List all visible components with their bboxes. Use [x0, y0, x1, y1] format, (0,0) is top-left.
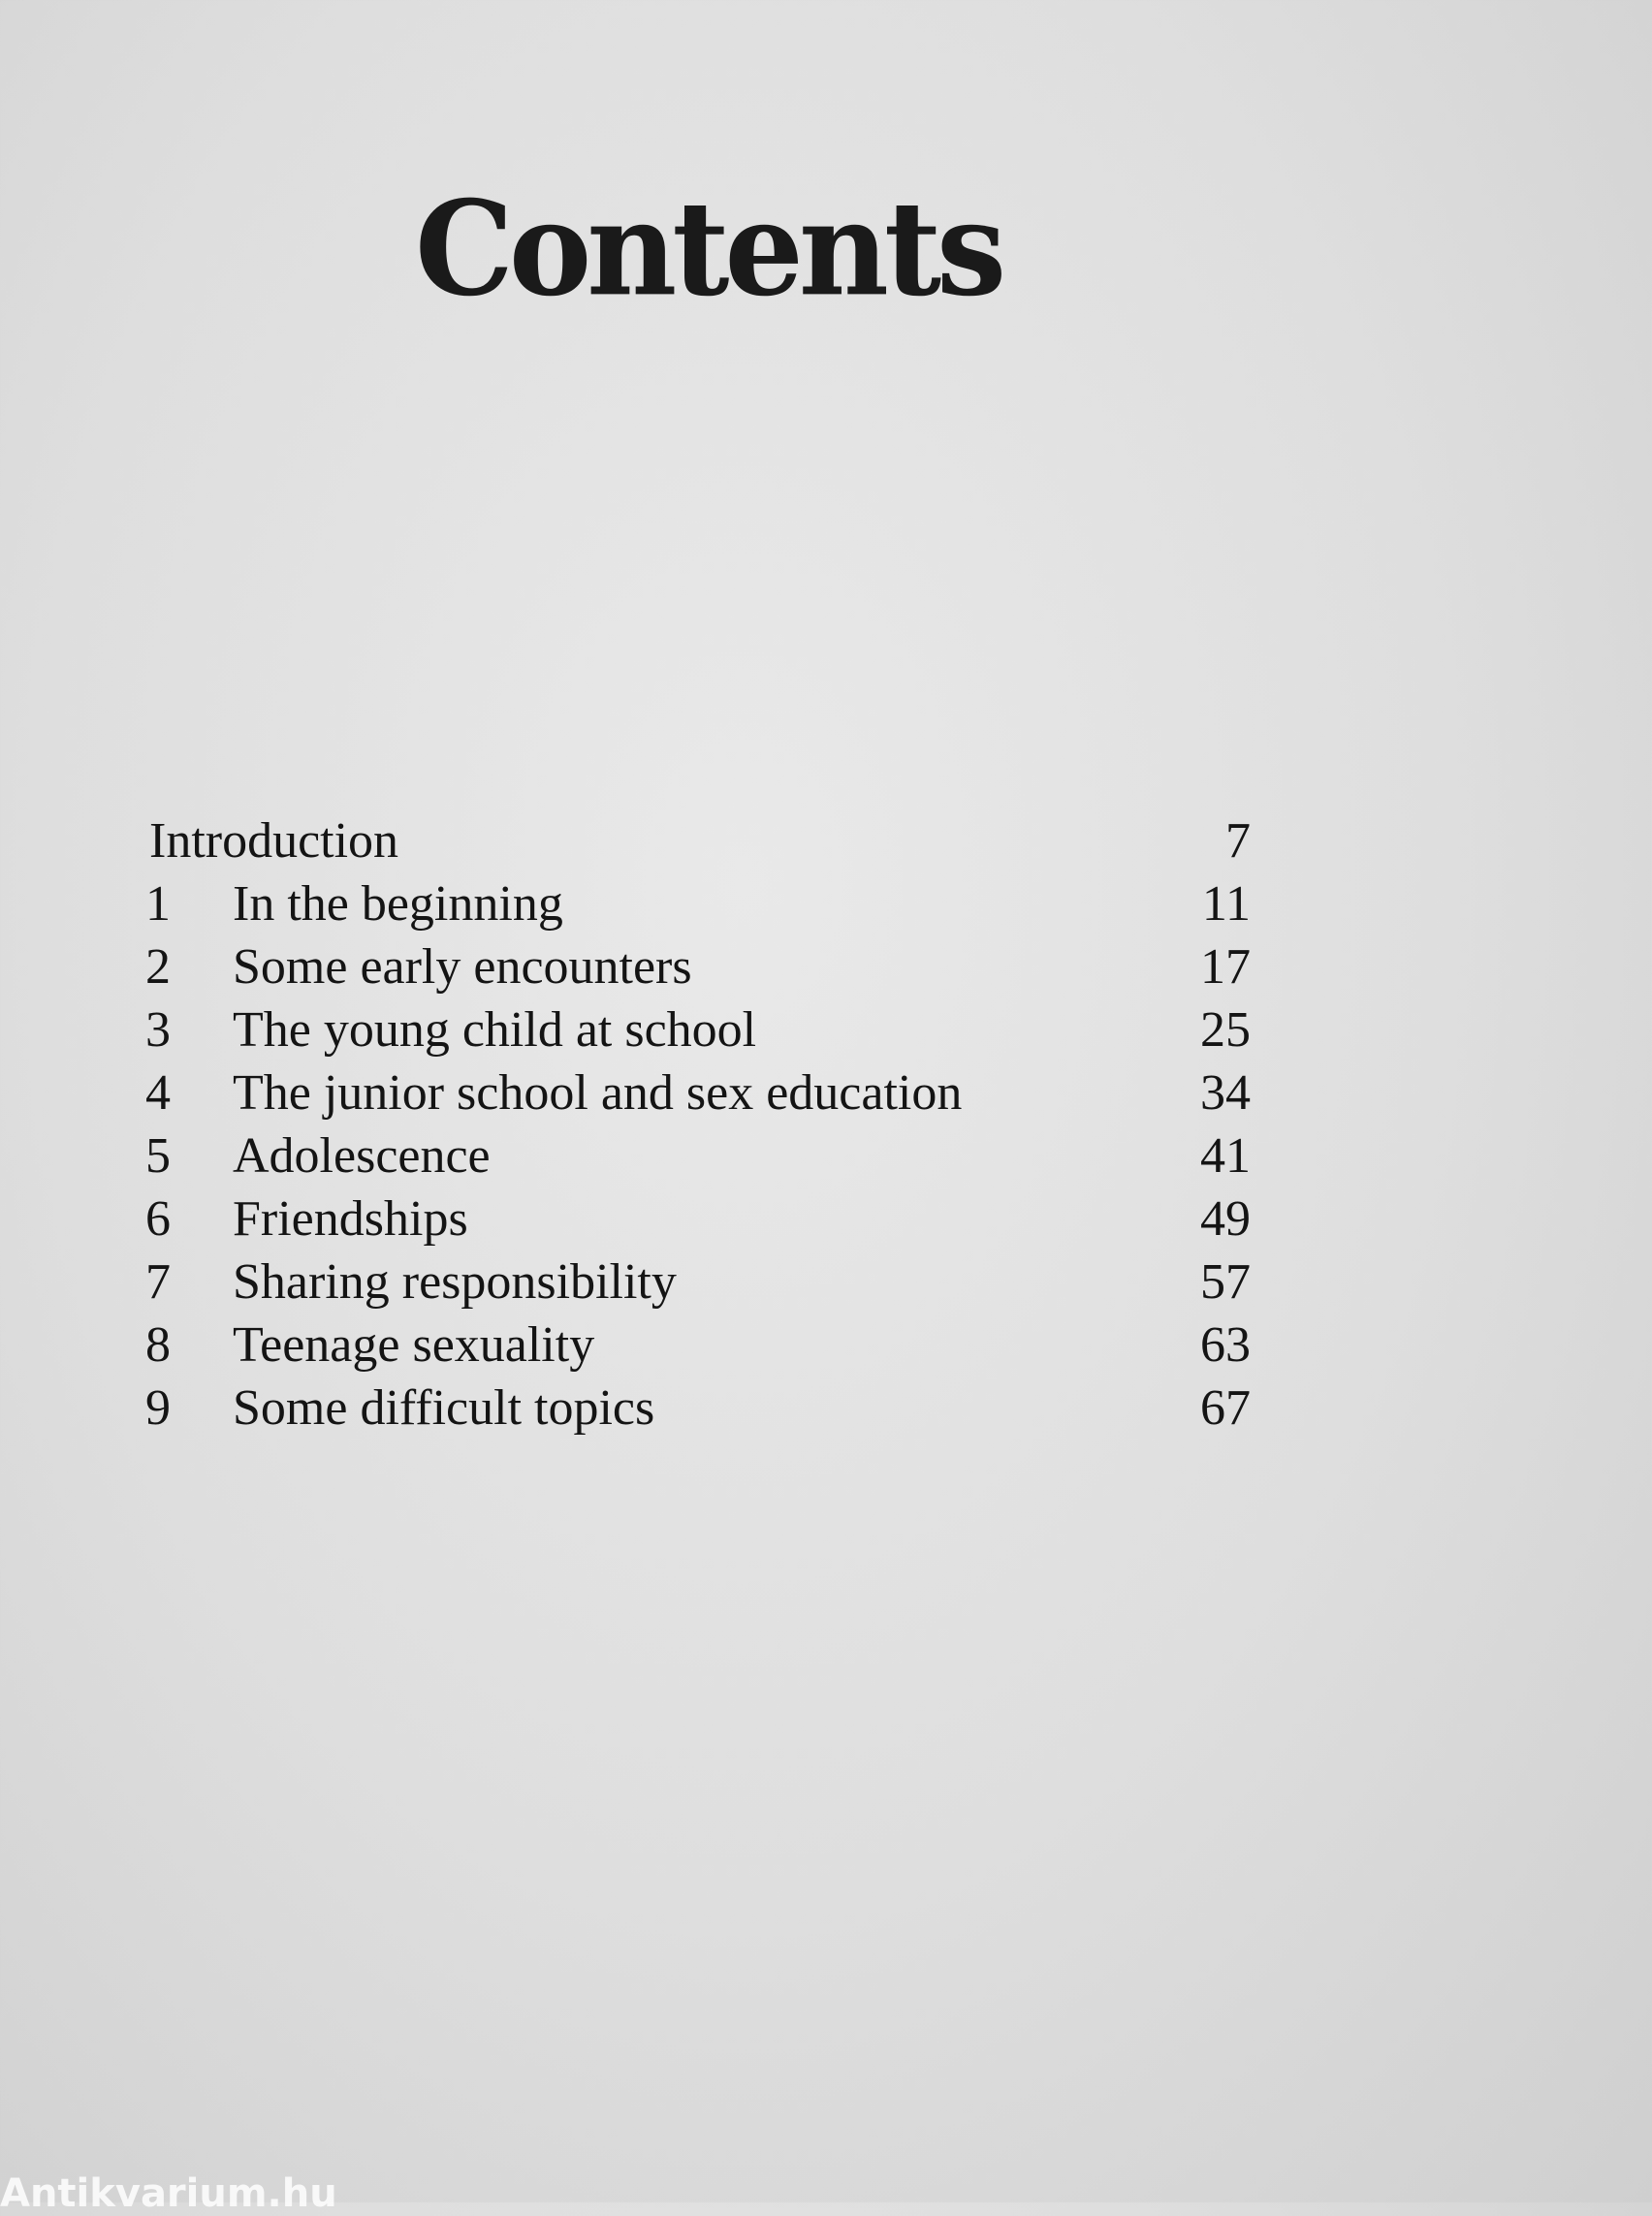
toc-entry-title: The young child at school — [233, 1002, 757, 1058]
toc-entry-title: In the beginning — [233, 876, 563, 932]
toc-entry-page: 41 — [1200, 1128, 1251, 1184]
toc-entry-number: 8 — [145, 1317, 171, 1373]
toc-entry-number: 2 — [145, 939, 171, 995]
toc-entry-number: 5 — [145, 1128, 171, 1184]
toc-entry-number: 9 — [145, 1380, 171, 1436]
toc-entry-number: 3 — [145, 1002, 171, 1058]
toc-entry-chapter-2 — [145, 935, 1251, 998]
watermark: Antikvarium.hu — [0, 2171, 337, 2216]
toc-entry-title: Sharing responsibility — [233, 1254, 677, 1310]
toc-entry-page: 11 — [1201, 876, 1251, 932]
toc-entry-page: 25 — [1200, 1002, 1251, 1058]
toc-entry-title: Adolescence — [233, 1128, 491, 1184]
toc-entry-page: 63 — [1200, 1317, 1251, 1373]
toc-entry-number: 1 — [145, 876, 171, 932]
toc-entry-chapter-3 — [145, 998, 1251, 1061]
table-of-contents — [145, 809, 1251, 1440]
toc-entry-number: 7 — [145, 1254, 171, 1310]
toc-entry-chapter-6 — [145, 1187, 1251, 1250]
toc-entry-chapter-9 — [145, 1377, 1251, 1440]
toc-entry-introduction — [145, 809, 1251, 872]
toc-entry-page: 7 — [1225, 813, 1251, 869]
toc-entry-chapter-7 — [145, 1250, 1251, 1314]
toc-entry-page: 57 — [1200, 1254, 1251, 1310]
toc-entry-page: 49 — [1200, 1191, 1251, 1247]
toc-entry-title: Teenage sexuality — [233, 1317, 595, 1373]
toc-entry-title: Some difficult topics — [233, 1380, 655, 1436]
page-title: Contents — [415, 173, 1002, 326]
toc-entry-title: Friendships — [233, 1191, 468, 1247]
toc-entry-number: 6 — [145, 1191, 171, 1247]
toc-entry-title: The junior school and sex education — [233, 1065, 963, 1121]
toc-entry-page: 34 — [1200, 1065, 1251, 1121]
toc-entry-page: 17 — [1200, 939, 1251, 995]
toc-entry-title: Introduction — [149, 813, 399, 869]
toc-entry-page: 67 — [1200, 1380, 1251, 1436]
toc-entry-title: Some early encounters — [233, 939, 692, 995]
toc-entry-number: 4 — [145, 1065, 171, 1121]
toc-entry-chapter-8 — [145, 1314, 1251, 1377]
toc-entry-chapter-5 — [145, 1124, 1251, 1187]
toc-entry-chapter-4 — [145, 1061, 1251, 1124]
toc-entry-chapter-1 — [145, 872, 1251, 935]
